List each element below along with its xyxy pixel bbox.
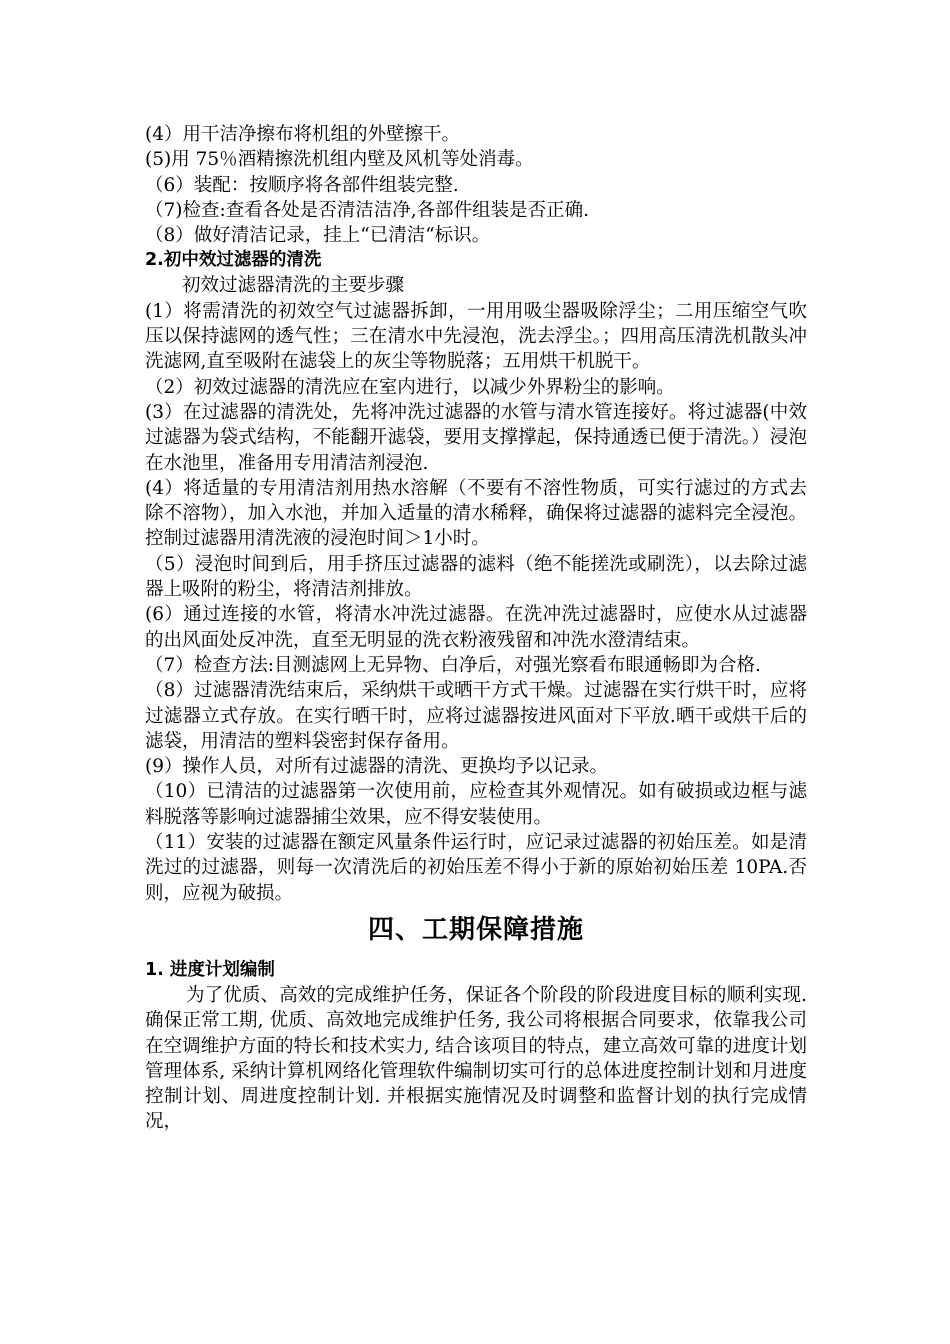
list-item: （6）装配：按顺序将各部件组装完整. [145,174,459,196]
chapter-title: 四、工期保障措施 [367,914,584,945]
list-item: (5)用 75％酒精擦洗机组内壁及风机等处消毒。 [145,149,534,171]
section-heading: 1. 进度计划编制 [145,959,275,980]
list-item: （7）检查方法:目测滤网上无异物、白净后，对强光察看布眼通畅即为合格. [145,654,761,676]
section-heading: 2.初中效过滤器的清洗 [145,250,322,271]
list-item: （7)检查:查看各处是否清洁洁净,各部件组装是否正确. [145,199,589,221]
list-item: (4）将适量的专用清洁剂用热水溶解（不要有不溶性物质，可实行滤过的方式去除不溶物），加入水池，并加入适量的清水稀释，确保将过滤器的滤料完全浸泡。控制过滤器用清洗液的浸泡时间＞1小时。 [145,477,807,550]
list-item: (6）通过连接的水管，将清水冲洗过滤器。在洗冲洗过滤器时，应使水从过滤器的出风面处反冲洗，直至无明显的洗衣粉液残留和冲洗水澄清结束。 [145,604,807,651]
list-item: （5）浸泡时间到后，用手挤压过滤器的滤料（绝不能搓洗或刷洗），以去除过滤器上吸附的粉尘，将清洁剂排放。 [145,553,807,601]
subheading: 初效过滤器清洗的主要步骤 [182,275,405,297]
list-item: （8）过滤器清洗结束后，采纳烘干或晒干方式干燥。过滤器在实行烘干时，应将过滤器立式存放。在实行晒干时，应将过滤器按进风面对下平放.晒干或烘干后的滤袋，用清洁的塑料袋密封保存备用。 [145,680,807,752]
list-item: (3）在过滤器的清洗处，先将冲洗过滤器的水管与清水管连接好。将过滤器(中效过滤器为袋式结构，不能翻开滤袋，要用支撑撑起，保持通透已便于清洗。）浸泡在水池里，准备用专用清洁剂浸泡. [145,401,807,474]
list-item: （2）初效过滤器的清洗应在室内进行，以减少外界粉尘的影响。 [145,376,675,398]
body-paragraph: 为了优质、高效的完成维护任务，保证各个阶段的阶段进度目标的顺利实现. 确保正常工期, 优质、高效地完成维护任务, 我公司将根据合同要求，依靠我公司在空调维护方面的特长和技术实力, 结合该项目的特点，建立高效可靠的进度计划管理体系, 采纳计算机网络化管理软件编制切实可行的总体进度控制计划和月进度控制计划、周进度控制计划. 并根据实施情况及时调整和监督计划的执行完成情况， [145,984,807,1133]
list-item: （11）安装的过滤器在额定风量条件运行时，应记录过滤器的初始压差。如是清洗过的过滤器，则每一次清洗后的初始压差不得小于新的原始初始压差 10PA.否则，应视为破损。 [145,832,807,904]
list-item: (1）将需清洗的初效空气过滤器拆卸，一用用吸尘器吸除浮尘；二用压缩空气吹压以保持滤网的透气性；三在清水中先浸泡，洗去浮尘。；四用高压清洗机散头冲洗滤网,直至吸附在滤袋上的灰尘等物脱落；五用烘干机脱干。 [145,300,807,373]
list-item: (4）用干洁净擦布将机组的外壁擦干。 [145,124,460,145]
document-body [145,122,807,1135]
list-item: (9）操作人员，对所有过滤器的清洗、更换均予以记录。 [145,756,608,778]
list-item: （10）已清洁的过滤器第一次使用前，应检查其外观情况。如有破损或边框与滤料脱落等影响过滤器捕尘效果，应不得安装使用。 [145,781,807,828]
list-item: （8）做好清洁记录，挂上“已清洁“标识。 [145,225,491,247]
